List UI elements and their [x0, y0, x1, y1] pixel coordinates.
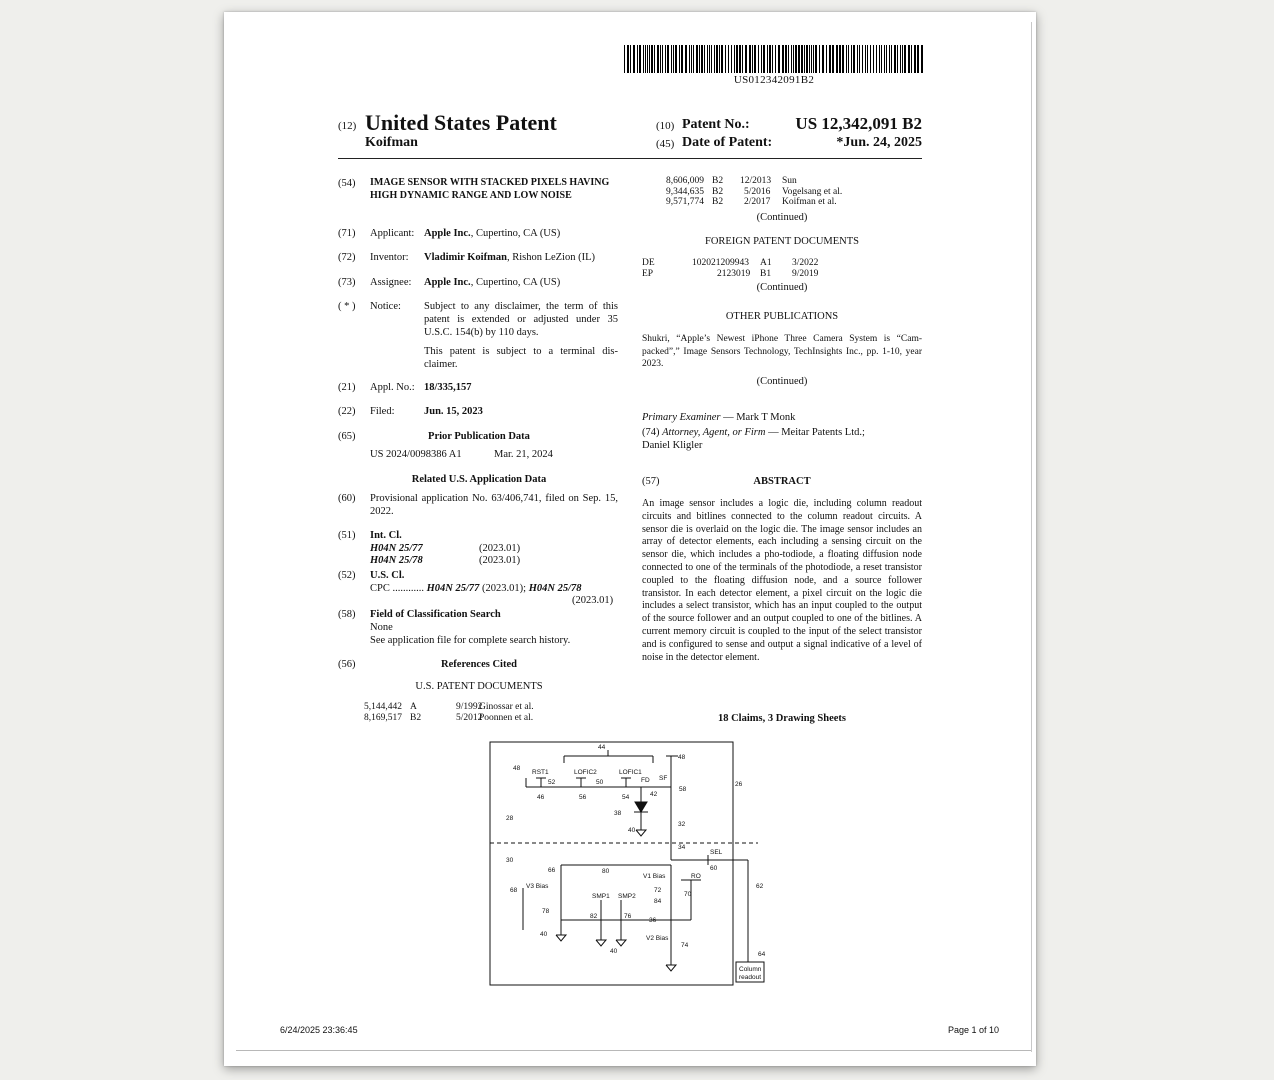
diagram-label: 46 — [537, 794, 545, 801]
diagram-label: RST1 — [532, 769, 549, 776]
diagram-label: LOFIC2 — [574, 769, 597, 776]
diagram-label: readout — [739, 974, 762, 981]
code-51: (51) — [338, 530, 356, 541]
diagram-label: 40 — [628, 827, 636, 834]
code-22: (22) — [338, 406, 356, 417]
page-edge-line — [236, 1050, 1032, 1051]
header-rule — [338, 158, 922, 159]
diagram-label: 36 — [649, 917, 657, 924]
us-patent-docs-heading: U.S. PATENT DOCUMENTS — [415, 681, 543, 692]
circuit-diagram — [486, 740, 786, 995]
prior-pub-number: US 2024/0098386 A1 — [370, 449, 462, 460]
int-cl-1: H04N 25/77 — [370, 543, 423, 554]
filed-label: Filed: — [370, 406, 395, 417]
diagram-label: 40 — [610, 948, 618, 955]
assignee: Apple Inc., Cupertino, CA (US) — [424, 277, 561, 288]
diagram-label: 52 — [548, 779, 556, 786]
print-timestamp: 6/24/2025 23:36:45 — [280, 1025, 358, 1035]
diagram-label: 34 — [678, 844, 686, 851]
diagram-label: 54 — [622, 794, 630, 801]
date-label: Date of Patent: — [682, 135, 773, 150]
diagram-label: 42 — [650, 791, 658, 798]
primary-examiner: Primary Examiner — Mark T Monk — [642, 412, 796, 423]
claims-summary: 18 Claims, 3 Drawing Sheets — [717, 713, 847, 724]
diagram-label: 60 — [710, 865, 718, 872]
continued-1: (Continued) — [756, 212, 808, 223]
continued-2: (Continued) — [756, 282, 808, 293]
code-45: (45) — [656, 138, 675, 150]
notice-label: Notice: — [370, 301, 401, 312]
diagram-labels — [506, 744, 766, 981]
field-search-see: See application file for complete search history. — [370, 635, 571, 646]
diagram-label: 70 — [684, 891, 692, 898]
diagram-label: 64 — [758, 951, 766, 958]
references-heading: References Cited — [441, 659, 517, 670]
diagram-label: Column — [739, 966, 762, 973]
diagram-label: 32 — [678, 821, 686, 828]
diagram-label: 40 — [540, 931, 548, 938]
abstract-text: An image sensor includes a logic die, including column readout circuits and bitlines connected to the column readout circuits. A sensor die is overlaid on the logic die. The image sensor includes an array of detector elements, each including a sensing circuit on the sensor die, which includes a pho-todiode, a floating diffusion node connected to one of the terminals of the photodiode, a reset transistor coupled to the floating diffusion node, and a source follower transistor. In each detector element, a pixel circuit on the logic die includes a select transistor, which has an input coupled to the output of the source follower and an output coupled to one of the bitlines. A current memory circuit is coupled to the input of the select transistor and is configured to sense and output a signal indicative of a level of noise in the detector element. — [642, 498, 922, 663]
diagram-label: SMP1 — [592, 893, 610, 900]
code-60: (60) — [338, 493, 356, 504]
diagram-label: 84 — [654, 898, 662, 905]
inventor-short: Koifman — [365, 135, 418, 150]
diagram-label: 50 — [596, 779, 604, 786]
code-56: (56) — [338, 659, 356, 670]
page-number: Page 1 of 10 — [948, 1025, 1000, 1035]
foreign-heading: FOREIGN PATENT DOCUMENTS — [704, 236, 860, 247]
appl-no: 18/335,157 — [424, 382, 472, 393]
diagram-label: FD — [641, 777, 650, 784]
diagram-label: 48 — [678, 754, 686, 761]
code-73: (73) — [338, 277, 356, 288]
us-cl-label: U.S. Cl. — [370, 570, 405, 581]
barcode-number: US012342091B2 — [733, 74, 815, 86]
code-12: (12) — [338, 120, 357, 132]
diagram-label: 48 — [513, 765, 521, 772]
prior-pub-date: Mar. 21, 2024 — [494, 449, 553, 460]
page-edge-line — [1031, 22, 1032, 1052]
inventor: Vladimir Koifman, Rishon LeZion (IL) — [424, 252, 596, 263]
diagram-label: 28 — [506, 815, 514, 822]
diagram-label: V3 Bias — [526, 883, 549, 890]
patent-type-title: United States Patent — [365, 110, 557, 135]
other-pubs-text: Shukri, “Apple’s Newest iPhone Three Camera System is “Cam-packed”,” Image Sensors Technology, TechInsights Inc., pp. 1-10, year 2023. — [642, 334, 922, 369]
code-21: (21) — [338, 382, 356, 393]
attorney-line-2: Daniel Kligler — [642, 440, 703, 451]
notice-text: Subject to any disclaimer, the term of this patent is extended or adjusted under 35 U.S.C. 154(b) by 110 days. — [424, 301, 618, 338]
code-57: (57) — [642, 476, 660, 487]
diagram-label: RO — [691, 873, 701, 880]
code-54: (54) — [338, 178, 356, 189]
invention-title: IMAGE SENSOR WITH STACKED PIXELS HAVING HIGH DYNAMIC RANGE AND LOW NOISE — [370, 177, 610, 201]
continued-3: (Continued) — [756, 376, 808, 387]
other-pubs-heading: OTHER PUBLICATIONS — [725, 311, 839, 322]
provisional-text: Provisional application No. 63/406,741, filed on Sep. 15, 2022. — [370, 493, 618, 517]
diagram-label: 78 — [542, 908, 550, 915]
int-cl-label: Int. Cl. — [370, 530, 402, 541]
attorney: (74) Attorney, Agent, or Firm — Meitar Patents Ltd.; — [642, 427, 865, 438]
diagram-label: 62 — [756, 883, 764, 890]
field-search-none: None — [370, 622, 393, 633]
diagram-label: 58 — [679, 786, 687, 793]
code-71: (71) — [338, 228, 356, 239]
int-cl-2: H04N 25/78 — [370, 555, 423, 566]
diagram-label: SEL — [710, 849, 723, 856]
notice-code: ( * ) — [338, 301, 356, 312]
related-heading: Related U.S. Application Data — [411, 474, 547, 485]
cpc-date: (2023.01) — [572, 595, 614, 606]
diagram-label: 26 — [735, 781, 743, 788]
diagram-label: 82 — [590, 913, 598, 920]
appl-no-label: Appl. No.: — [370, 382, 415, 393]
prior-pub-heading: Prior Publication Data — [428, 431, 530, 442]
filed-date: Jun. 15, 2023 — [424, 406, 483, 417]
diagram-label: 56 — [579, 794, 587, 801]
diagram-label: 72 — [654, 887, 662, 894]
int-cl-2-date: (2023.01) — [479, 555, 521, 566]
terminal-disclaimer: This patent is subject to a terminal dis-claimer. — [424, 346, 618, 370]
patent-page: US012342091B2 (12) United States Patent Koifman (10) Patent No.: US 12,342,091 B2 (45) Date of Patent: *Jun. 24, 2025 (54) IMAGE SENSOR WITH STACKED PIXELS HAVING HIGH DYNAMIC RANGE AND LOW NOISE (71) Applicant: Apple Inc., Cupertino, CA (US) (72) Inventor: Vladimir Koifman, Rishon LeZion (IL) (73) Assignee: Apple Inc., Cupertino, CA (US) ( * ) Notice: Subject to any disclaimer, the term of this patent is extended or adjusted under 35 U.S.C. 154(b) by 110 days. This patent is subject to a terminal dis-claimer. (21) Appl. No.: 18/335,157 (22) Filed: Jun. 15, 2023 (65) Prior Publication Data US 2024/0098386 A1 Mar. 21, 2024 Related U.S. Application Data (60) Provisional application No. 63/406,741, filed on Sep. 15, 2022. (51) Int. Cl. H04N 25/77 (2023.01) H04N 25/78 (2023.01) (52) U.S. Cl. CPC ............ H04N 25/77 (2023.01); H04N 25/78 (2023.01) (58) Field of Classification Search None See application file for complete search history. (56) References Cited U.S. PATENT DOCUMENTS 5,144,442 A 9/1992 Ginossar et al. 8,169,517 B2 5/2012 Poonnen et al. 8,606,009 B2 12/2013 Sun 9,344,635 B2 5/2016 Vogelsang et al. 9,571,774 B2 2/2017 Koifman et al. (Continued) FOREIGN PATENT DOCUMENTS DE 102021209943 A1 3/2022 EP 2123019 B1 9/2019 (Continued) OTHER PUBLICATIONS Shukri, “Apple’s Newest iPhone Three Camera System is “Cam-packed”,” Image Sensors Technology, TechInsights Inc., pp. 1-10, year 2023. (Continued) Primary Examiner — Mark T Monk (74) Attorney, Agent, or Firm — Meitar Patents Ltd.; Daniel Kligler (57) ABSTRACT An image sensor includes a logic die, including column readout circuits and bitlines connected to the column readout circuits. A sensor die is overlaid on the logic die. The image sensor includes an array of detector elements, each including a sensing circuit on the sensor die, which includes a pho-todiode, a floating diffusion node connected to one of the terminals of the photodiode, a reset transistor coupled to the floating diffusion node, and a source follower transistor. In each detector element, a pixel circuit on the logic die includes a select transistor, which has an input coupled to the output of the source follower and an output coupled to one of the bitlines. A current memory circuit is coupled to the input of the select transistor and is configured to sense and output a signal indicative of a level of noise in the detector element. 18 Claims, 3 Drawing Sheets 44 48 48 RST1 LOFIC2 LOFIC1 FD SF 52 50 46 56 54 42 58 38 40 26 28 32 34 30 SEL 60 V1 Bias RO 66 80 V3 Bias 68 SMP1 SMP2 72 70 84 62 78 82 76 36 40 40 V2 Bias 74 64 Column readout 6/24/2025 23:36:45 Page 1 of 10 — [224, 12, 1036, 1066]
abstract-heading: ABSTRACT — [753, 476, 811, 487]
applicant-label: Applicant: — [370, 228, 415, 239]
field-search-label: Field of Classification Search — [370, 609, 501, 620]
int-cl-1-date: (2023.01) — [479, 543, 521, 554]
patent-no-label: Patent No.: — [682, 117, 750, 132]
diagram-label: 80 — [602, 868, 610, 875]
code-58: (58) — [338, 609, 356, 620]
diagram-label: 74 — [681, 942, 689, 949]
code-52: (52) — [338, 570, 356, 581]
code-72: (72) — [338, 252, 356, 263]
diagram-label: 66 — [548, 867, 556, 874]
inventor-label: Inventor: — [370, 252, 409, 263]
diagram-label: LOFIC1 — [619, 769, 642, 776]
applicant: Apple Inc., Cupertino, CA (US) — [424, 228, 561, 239]
diagram-label: 38 — [614, 810, 622, 817]
patent-date: *Jun. 24, 2025 — [836, 135, 922, 150]
barcode — [624, 45, 924, 73]
diagram-label: V2 Bias — [646, 935, 669, 942]
code-65: (65) — [338, 431, 356, 442]
diagram-label: 44 — [598, 744, 606, 751]
diagram-label: 68 — [510, 887, 518, 894]
diagram-label: V1 Bias — [643, 873, 666, 880]
diagram-label: SF — [659, 775, 668, 782]
diagram-label: SMP2 — [618, 893, 636, 900]
code-10: (10) — [656, 120, 675, 132]
patent-number: US 12,342,091 B2 — [795, 114, 922, 133]
diagram-label: 30 — [506, 857, 514, 864]
diagram-label: 76 — [624, 913, 632, 920]
assignee-label: Assignee: — [370, 277, 412, 288]
cpc-line: CPC ............ H04N 25/77 (2023.01); H04N 25/78 — [370, 583, 582, 594]
